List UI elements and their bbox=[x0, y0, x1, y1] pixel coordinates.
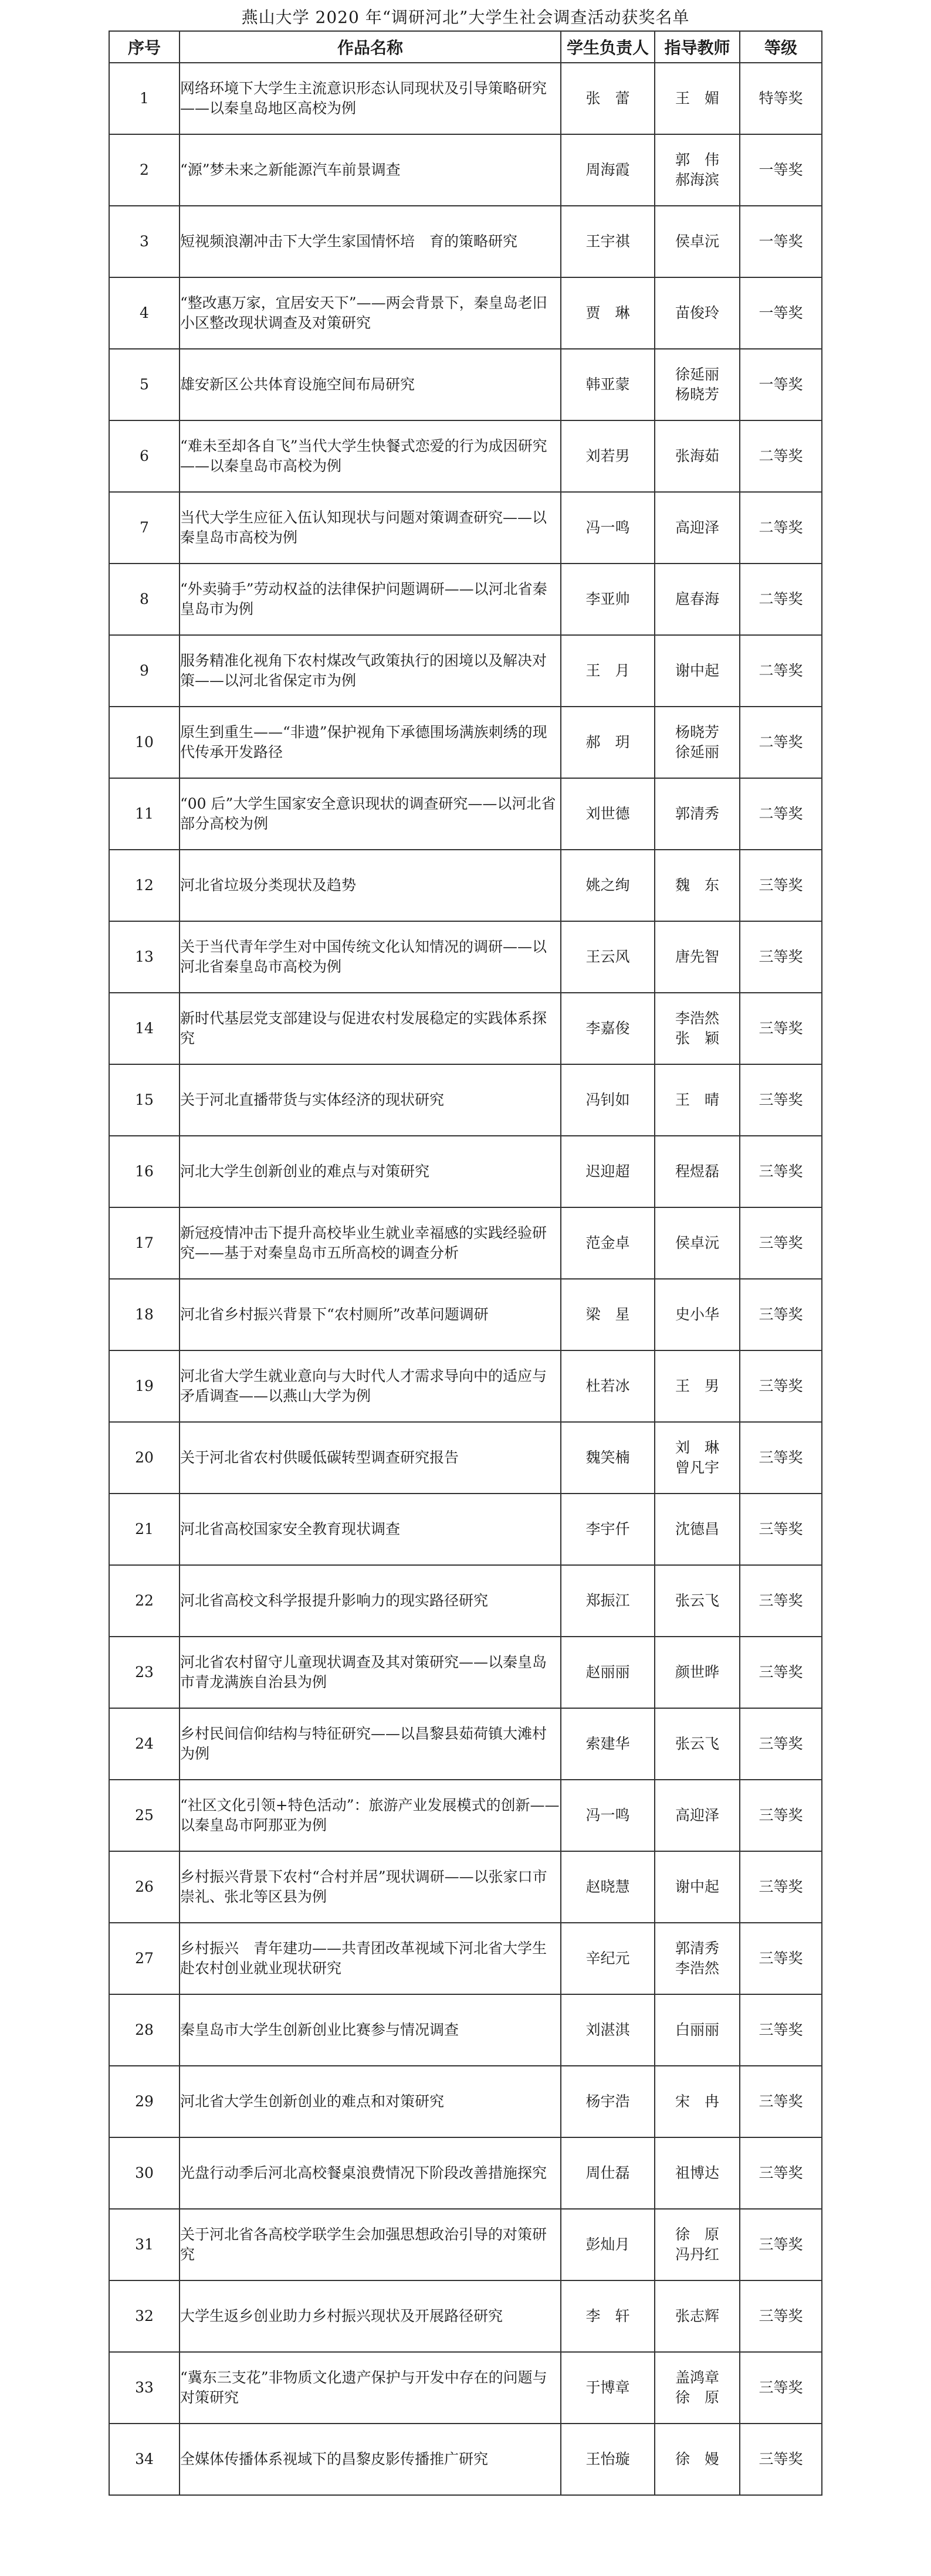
advisor-name: 魏 东 bbox=[675, 877, 719, 894]
advisor-name: 张云飞 bbox=[675, 1735, 719, 1752]
advisor-name: 徐 原 bbox=[675, 2226, 719, 2243]
award-level: 三等奖 bbox=[740, 1780, 822, 1851]
work-title: 当代大学生应征入伍认知现状与问题对策调查研究——以秦皇岛市高校为例 bbox=[180, 492, 561, 564]
advisor-name: 王 媚 bbox=[675, 90, 719, 107]
work-title: 河北省高校国家安全教育现状调查 bbox=[180, 1494, 561, 1565]
row-number: 3 bbox=[109, 206, 180, 277]
award-level: 二等奖 bbox=[740, 492, 822, 564]
award-level: 三等奖 bbox=[740, 2137, 822, 2209]
work-title: 光盘行动季后河北高校餐桌浪费情况下阶段改善措施探究 bbox=[180, 2137, 561, 2209]
header-award-level: 等级 bbox=[740, 31, 822, 63]
student-lead: 王云风 bbox=[561, 921, 655, 993]
row-number: 25 bbox=[109, 1780, 180, 1851]
advisor-cell bbox=[655, 2066, 740, 2137]
table-row bbox=[109, 1494, 822, 1565]
award-level: 三等奖 bbox=[740, 2066, 822, 2137]
advisor-name: 唐先智 bbox=[675, 948, 719, 965]
table-row bbox=[109, 1279, 822, 1350]
advisor-cell bbox=[655, 1994, 740, 2066]
table-row bbox=[109, 1708, 822, 1780]
table-row bbox=[109, 921, 822, 993]
table-row bbox=[109, 1923, 822, 1994]
work-title: “社区文化引领+特色活动”：旅游产业发展模式的创新——以秦皇岛市阿那亚为例 bbox=[180, 1780, 561, 1851]
advisor-name: 张海茹 bbox=[675, 447, 719, 464]
work-title: 全媒体传播体系视域下的昌黎皮影传播推广研究 bbox=[180, 2424, 561, 2495]
table-row bbox=[109, 1136, 822, 1207]
awards-table bbox=[109, 30, 822, 2496]
advisor-cell bbox=[655, 63, 740, 134]
work-title: 河北省大学生就业意向与大时代人才需求导向中的适应与矛盾调查——以燕山大学为例 bbox=[180, 1350, 561, 1422]
header-work-title: 作品名称 bbox=[180, 31, 561, 63]
student-lead: 贾 琳 bbox=[561, 277, 655, 349]
advisor-cell bbox=[655, 921, 740, 993]
row-number: 22 bbox=[109, 1565, 180, 1637]
row-number: 29 bbox=[109, 2066, 180, 2137]
advisor-name: 李浩然 bbox=[675, 1010, 719, 1027]
advisor-cell bbox=[655, 349, 740, 420]
work-title: “外卖骑手”劳动权益的法律保护问题调研——以河北省秦皇岛市为例 bbox=[180, 564, 561, 635]
header-student-lead: 学生负责人 bbox=[561, 31, 655, 63]
award-level: 三等奖 bbox=[740, 1923, 822, 1994]
student-lead: 王怡璇 bbox=[561, 2424, 655, 2495]
advisor-cell bbox=[655, 850, 740, 921]
award-level: 三等奖 bbox=[740, 1207, 822, 1279]
advisor-name: 宋 冉 bbox=[675, 2093, 719, 2110]
work-title: 新时代基层党支部建设与促进农村发展稳定的实践体系探究 bbox=[180, 993, 561, 1064]
table-row bbox=[109, 1780, 822, 1851]
advisor-name: 张 颖 bbox=[675, 1030, 719, 1047]
advisor-cell bbox=[655, 2424, 740, 2495]
row-number: 18 bbox=[109, 1279, 180, 1350]
work-title: 乡村民间信仰结构与特征研究——以昌黎县茹荷镇大滩村为例 bbox=[180, 1708, 561, 1780]
advisor-name: 郭清秀 bbox=[675, 1940, 719, 1957]
advisor-name: 郭清秀 bbox=[675, 805, 719, 822]
advisor-cell bbox=[655, 2280, 740, 2352]
table-row bbox=[109, 1207, 822, 1279]
table-row bbox=[109, 2137, 822, 2209]
student-lead: 赵晓慧 bbox=[561, 1851, 655, 1923]
student-lead: 刘若男 bbox=[561, 420, 655, 492]
row-number: 1 bbox=[109, 63, 180, 134]
award-level: 一等奖 bbox=[740, 349, 822, 420]
table-body bbox=[109, 63, 822, 2495]
work-title: 河北省农村留守儿童现状调查及其对策研究——以秦皇岛市青龙满族自治县为例 bbox=[180, 1637, 561, 1708]
table-row bbox=[109, 778, 822, 850]
award-level: 二等奖 bbox=[740, 635, 822, 707]
advisor-name: 张云飞 bbox=[675, 1592, 719, 1609]
work-title: 河北省大学生创新创业的难点和对策研究 bbox=[180, 2066, 561, 2137]
advisor-name: 沈德昌 bbox=[675, 1521, 719, 1538]
table-row bbox=[109, 420, 822, 492]
work-title: 关于河北直播带货与实体经济的现状研究 bbox=[180, 1064, 561, 1136]
award-level: 三等奖 bbox=[740, 1708, 822, 1780]
row-number: 28 bbox=[109, 1994, 180, 2066]
advisor-name: 王 晴 bbox=[675, 1091, 719, 1108]
work-title: 网络环境下大学生主流意识形态认同现状及引导策略研究——以秦皇岛地区高校为例 bbox=[180, 63, 561, 134]
work-title: 大学生返乡创业助力乡村振兴现状及开展路径研究 bbox=[180, 2280, 561, 2352]
advisor-name: 盖鸿章 bbox=[675, 2369, 719, 2386]
table-row bbox=[109, 1350, 822, 1422]
work-title: 关于河北省农村供暖低碳转型调查研究报告 bbox=[180, 1422, 561, 1494]
advisor-cell bbox=[655, 134, 740, 206]
table-row bbox=[109, 2280, 822, 2352]
row-number: 23 bbox=[109, 1637, 180, 1708]
advisor-cell bbox=[655, 2352, 740, 2424]
advisor-name: 郝海滨 bbox=[675, 171, 719, 188]
award-level: 三等奖 bbox=[740, 1279, 822, 1350]
row-number: 31 bbox=[109, 2209, 180, 2280]
advisor-cell bbox=[655, 635, 740, 707]
table-row bbox=[109, 277, 822, 349]
table-row bbox=[109, 850, 822, 921]
work-title: “难未至却各自飞”当代大学生快餐式恋爱的行为成因研究——以秦皇岛市高校为例 bbox=[180, 420, 561, 492]
work-title: 原生到重生——“非遗”保护视角下承德围场满族刺绣的现代传承开发路径 bbox=[180, 707, 561, 778]
row-number: 5 bbox=[109, 349, 180, 420]
row-number: 21 bbox=[109, 1494, 180, 1565]
student-lead: 李嘉俊 bbox=[561, 993, 655, 1064]
row-number: 11 bbox=[109, 778, 180, 850]
advisor-name: 曾凡宇 bbox=[675, 1459, 719, 1476]
award-level: 三等奖 bbox=[740, 1494, 822, 1565]
advisor-cell bbox=[655, 420, 740, 492]
student-lead: 杜若冰 bbox=[561, 1350, 655, 1422]
work-title: 雄安新区公共体育设施空间布局研究 bbox=[180, 349, 561, 420]
advisor-cell bbox=[655, 1708, 740, 1780]
student-lead: 刘湛淇 bbox=[561, 1994, 655, 2066]
advisor-cell bbox=[655, 1494, 740, 1565]
advisor-name: 侯卓沅 bbox=[675, 233, 719, 250]
advisor-name: 谢中起 bbox=[675, 1878, 719, 1895]
table-row bbox=[109, 492, 822, 564]
advisor-name: 郭 伟 bbox=[675, 151, 719, 168]
table-row bbox=[109, 349, 822, 420]
work-title: 河北省垃圾分类现状及趋势 bbox=[180, 850, 561, 921]
row-number: 34 bbox=[109, 2424, 180, 2495]
work-title: “源”梦未来之新能源汽车前景调查 bbox=[180, 134, 561, 206]
row-number: 7 bbox=[109, 492, 180, 564]
advisor-cell bbox=[655, 1207, 740, 1279]
work-title: 新冠疫情冲击下提升高校毕业生就业幸福感的实践经验研究——基于对秦皇岛市五所高校的调查分析 bbox=[180, 1207, 561, 1279]
advisor-name: 徐延丽 bbox=[675, 744, 719, 761]
work-title: 服务精准化视角下农村煤改气政策执行的困境以及解决对策——以河北省保定市为例 bbox=[180, 635, 561, 707]
work-title: 乡村振兴 青年建功——共青团改革视域下河北省大学生赴农村创业就业现状研究 bbox=[180, 1923, 561, 1994]
work-title: “00 后”大学生国家安全意识现状的调查研究——以河北省部分高校为例 bbox=[180, 778, 561, 850]
table-row bbox=[109, 1851, 822, 1923]
work-title: 短视频浪潮冲击下大学生家国情怀培 育的策略研究 bbox=[180, 206, 561, 277]
work-title: 河北大学生创新创业的难点与对策研究 bbox=[180, 1136, 561, 1207]
table-row bbox=[109, 1637, 822, 1708]
table-row bbox=[109, 564, 822, 635]
header-row bbox=[109, 31, 822, 63]
award-level: 特等奖 bbox=[740, 63, 822, 134]
advisor-cell bbox=[655, 277, 740, 349]
advisor-cell bbox=[655, 778, 740, 850]
row-number: 30 bbox=[109, 2137, 180, 2209]
header-number: 序号 bbox=[109, 31, 180, 63]
student-lead: 梁 星 bbox=[561, 1279, 655, 1350]
advisor-name: 徐 原 bbox=[675, 2389, 719, 2406]
row-number: 27 bbox=[109, 1923, 180, 1994]
student-lead: 郑振江 bbox=[561, 1565, 655, 1637]
row-number: 16 bbox=[109, 1136, 180, 1207]
advisor-name: 刘 琳 bbox=[675, 1439, 719, 1456]
table-row bbox=[109, 1064, 822, 1136]
table-row bbox=[109, 1565, 822, 1637]
award-level: 三等奖 bbox=[740, 1565, 822, 1637]
advisor-name: 徐 嫚 bbox=[675, 2451, 719, 2468]
advisor-name: 冯丹红 bbox=[675, 2246, 719, 2263]
advisor-name: 杨晓芳 bbox=[675, 724, 719, 741]
advisor-name: 杨晓芳 bbox=[675, 386, 719, 403]
student-lead: 姚之绚 bbox=[561, 850, 655, 921]
award-level: 三等奖 bbox=[740, 1851, 822, 1923]
work-title: 秦皇岛市大学生创新创业比赛参与情况调查 bbox=[180, 1994, 561, 2066]
row-number: 14 bbox=[109, 993, 180, 1064]
row-number: 32 bbox=[109, 2280, 180, 2352]
row-number: 10 bbox=[109, 707, 180, 778]
student-lead: 张 蕾 bbox=[561, 63, 655, 134]
table-header bbox=[109, 31, 822, 63]
row-number: 15 bbox=[109, 1064, 180, 1136]
table-row bbox=[109, 707, 822, 778]
award-level: 二等奖 bbox=[740, 778, 822, 850]
award-level: 三等奖 bbox=[740, 2280, 822, 2352]
advisor-name: 侯卓沅 bbox=[675, 1234, 719, 1251]
table-row bbox=[109, 63, 822, 134]
work-title: “冀东三支花”非物质文化遗产保护与开发中存在的问题与对策研究 bbox=[180, 2352, 561, 2424]
table-row bbox=[109, 134, 822, 206]
row-number: 24 bbox=[109, 1708, 180, 1780]
advisor-name: 谢中起 bbox=[675, 662, 719, 679]
advisor-name: 祖博达 bbox=[675, 2164, 719, 2181]
award-level: 三等奖 bbox=[740, 2352, 822, 2424]
award-level: 三等奖 bbox=[740, 1136, 822, 1207]
advisor-cell bbox=[655, 1350, 740, 1422]
student-lead: 魏笑楠 bbox=[561, 1422, 655, 1494]
row-number: 13 bbox=[109, 921, 180, 993]
award-level: 三等奖 bbox=[740, 2424, 822, 2495]
advisor-cell bbox=[655, 707, 740, 778]
work-title: “整改惠万家，宜居安天下”——两会背景下，秦皇岛老旧小区整改现状调查及对策研究 bbox=[180, 277, 561, 349]
student-lead: 索建华 bbox=[561, 1708, 655, 1780]
advisor-cell bbox=[655, 1637, 740, 1708]
table-row bbox=[109, 1422, 822, 1494]
advisor-cell bbox=[655, 1923, 740, 1994]
document-title: 燕山大学 2020 年“调研河北”大学生社会调查活动获奖名单 bbox=[241, 8, 690, 27]
award-level: 三等奖 bbox=[740, 921, 822, 993]
table-row bbox=[109, 2424, 822, 2495]
advisor-cell bbox=[655, 2209, 740, 2280]
advisor-name: 苗俊玲 bbox=[675, 304, 719, 321]
advisor-name: 颜世晔 bbox=[675, 1664, 719, 1681]
row-number: 26 bbox=[109, 1851, 180, 1923]
row-number: 17 bbox=[109, 1207, 180, 1279]
award-level: 三等奖 bbox=[740, 1994, 822, 2066]
advisor-name: 张志辉 bbox=[675, 2307, 719, 2324]
advisor-name: 扈春海 bbox=[675, 590, 719, 607]
student-lead: 郝 玥 bbox=[561, 707, 655, 778]
table-row bbox=[109, 206, 822, 277]
advisor-cell bbox=[655, 564, 740, 635]
advisor-name: 李浩然 bbox=[675, 1960, 719, 1977]
student-lead: 韩亚蒙 bbox=[561, 349, 655, 420]
advisor-cell bbox=[655, 1422, 740, 1494]
student-lead: 冯一鸣 bbox=[561, 1780, 655, 1851]
table-row bbox=[109, 635, 822, 707]
award-level: 三等奖 bbox=[740, 993, 822, 1064]
advisor-name: 史小华 bbox=[675, 1306, 719, 1323]
table-row bbox=[109, 1994, 822, 2066]
row-number: 33 bbox=[109, 2352, 180, 2424]
advisor-cell bbox=[655, 1064, 740, 1136]
award-level: 二等奖 bbox=[740, 420, 822, 492]
award-level: 三等奖 bbox=[740, 1064, 822, 1136]
student-lead: 李 轩 bbox=[561, 2280, 655, 2352]
advisor-name: 高迎泽 bbox=[675, 519, 719, 536]
row-number: 20 bbox=[109, 1422, 180, 1494]
award-level: 三等奖 bbox=[740, 850, 822, 921]
row-number: 2 bbox=[109, 134, 180, 206]
table-row bbox=[109, 993, 822, 1064]
advisor-cell bbox=[655, 206, 740, 277]
award-level: 一等奖 bbox=[740, 277, 822, 349]
row-number: 9 bbox=[109, 635, 180, 707]
advisor-cell bbox=[655, 2137, 740, 2209]
student-lead: 迟迎超 bbox=[561, 1136, 655, 1207]
student-lead: 冯钊如 bbox=[561, 1064, 655, 1136]
work-title: 河北省高校文科学报提升影响力的现实路径研究 bbox=[180, 1565, 561, 1637]
student-lead: 于博章 bbox=[561, 2352, 655, 2424]
student-lead: 李亚帅 bbox=[561, 564, 655, 635]
award-level: 三等奖 bbox=[740, 1350, 822, 1422]
advisor-cell bbox=[655, 1136, 740, 1207]
advisor-name: 徐延丽 bbox=[675, 366, 719, 383]
student-lead: 范金卓 bbox=[561, 1207, 655, 1279]
award-level: 三等奖 bbox=[740, 2209, 822, 2280]
row-number: 4 bbox=[109, 277, 180, 349]
student-lead: 李宇仟 bbox=[561, 1494, 655, 1565]
student-lead: 杨宇浩 bbox=[561, 2066, 655, 2137]
work-title: 关于当代青年学生对中国传统文化认知情况的调研——以河北省秦皇岛市高校为例 bbox=[180, 921, 561, 993]
advisor-name: 程煜磊 bbox=[675, 1163, 719, 1180]
advisor-cell bbox=[655, 1780, 740, 1851]
advisor-name: 王 男 bbox=[675, 1377, 719, 1394]
work-title: 乡村振兴背景下农村“合村并居”现状调研——以张家口市崇礼、张北等区县为例 bbox=[180, 1851, 561, 1923]
table-row bbox=[109, 2209, 822, 2280]
row-number: 12 bbox=[109, 850, 180, 921]
advisor-cell bbox=[655, 1279, 740, 1350]
student-lead: 赵丽丽 bbox=[561, 1637, 655, 1708]
table-row bbox=[109, 2352, 822, 2424]
award-level: 三等奖 bbox=[740, 1422, 822, 1494]
student-lead: 辛纪元 bbox=[561, 1923, 655, 1994]
student-lead: 冯一鸣 bbox=[561, 492, 655, 564]
table-row bbox=[109, 2066, 822, 2137]
advisor-name: 高迎泽 bbox=[675, 1807, 719, 1824]
student-lead: 王 月 bbox=[561, 635, 655, 707]
work-title: 河北省乡村振兴背景下“农村厕所”改革问题调研 bbox=[180, 1279, 561, 1350]
student-lead: 彭灿月 bbox=[561, 2209, 655, 2280]
advisor-cell bbox=[655, 1851, 740, 1923]
award-level: 一等奖 bbox=[740, 206, 822, 277]
work-title: 关于河北省各高校学联学生会加强思想政治引导的对策研究 bbox=[180, 2209, 561, 2280]
advisor-name: 白丽丽 bbox=[675, 2021, 719, 2038]
student-lead: 周海霞 bbox=[561, 134, 655, 206]
student-lead: 刘世德 bbox=[561, 778, 655, 850]
award-level: 二等奖 bbox=[740, 564, 822, 635]
advisor-cell bbox=[655, 1565, 740, 1637]
row-number: 6 bbox=[109, 420, 180, 492]
header-advisor: 指导教师 bbox=[655, 31, 740, 63]
student-lead: 王宇祺 bbox=[561, 206, 655, 277]
advisor-cell bbox=[655, 492, 740, 564]
advisor-cell bbox=[655, 993, 740, 1064]
student-lead: 周仕磊 bbox=[561, 2137, 655, 2209]
award-level: 三等奖 bbox=[740, 1637, 822, 1708]
award-level: 二等奖 bbox=[740, 707, 822, 778]
row-number: 19 bbox=[109, 1350, 180, 1422]
row-number: 8 bbox=[109, 564, 180, 635]
award-level: 一等奖 bbox=[740, 134, 822, 206]
